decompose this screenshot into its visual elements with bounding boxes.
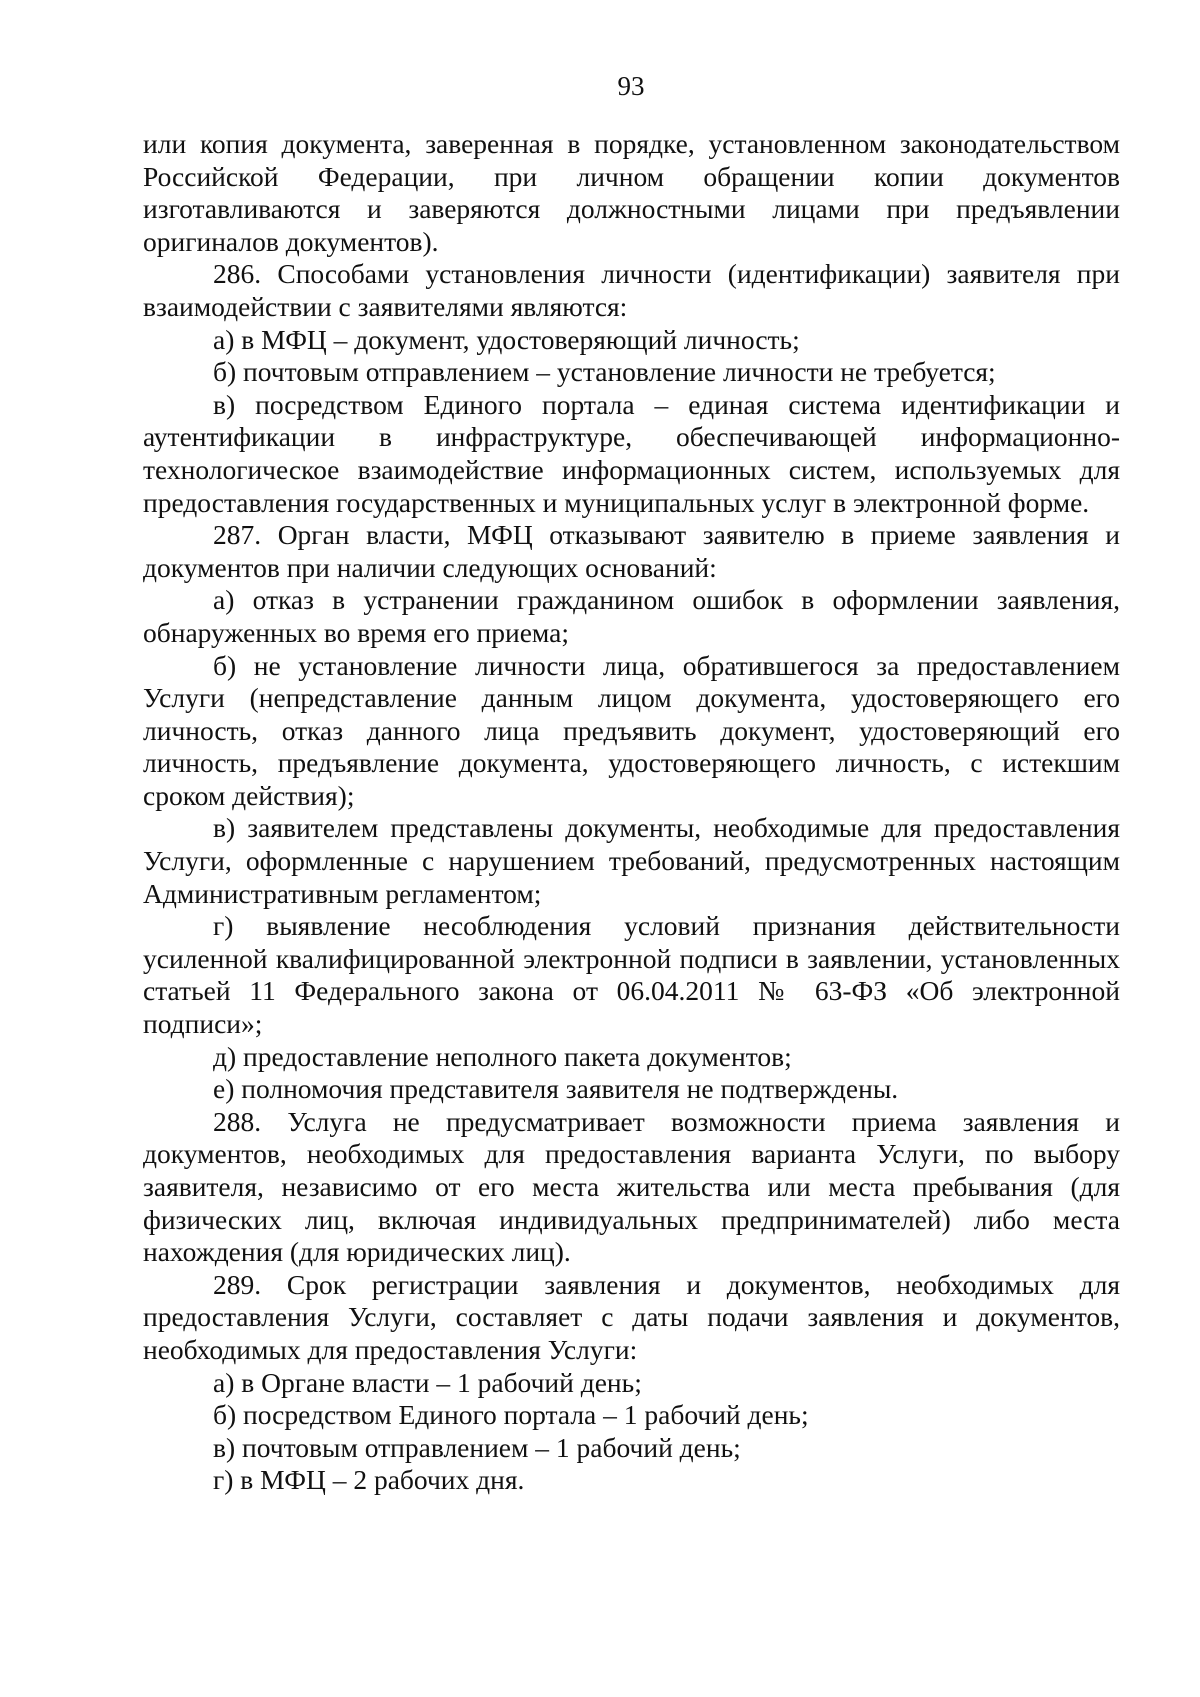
paragraph-287-item-g: г) выявление несоблюдения условий признания действительности усиленной квалифицированной электронной подписи в заявлении, установленных статьей 11 Федерального закона от 06.04.2011 № 63-ФЗ «Об электронной подписи»;	[143, 910, 1120, 1040]
paragraph-287-item-b: б) не установление личности лица, обратившегося за предоставлением Услуги (непредставление данным лицом документа, удостоверяющего его личность, отказ данного лица предъявить документ, удостоверяющий его личность, предъявление документа, удостоверяющего личность, с истекшим сроком действия);	[143, 649, 1120, 811]
page-number: 93	[617, 71, 645, 101]
paragraph-289-item-b: б) посредством Единого портала – 1 рабочий день;	[213, 1399, 809, 1431]
paragraph-286-item-a: а) в МФЦ – документ, удостоверяющий личность;	[213, 323, 800, 355]
paragraph-287-item-e: е) полномочия представителя заявителя не подтверждены.	[213, 1073, 899, 1105]
paragraph-289-item-g: г) в МФЦ – 2 рабочих дня.	[213, 1464, 525, 1496]
paragraph-continuation: или копия документа, заверенная в порядке, установленном законодательством Российской Федерации, при личном обращении копии документов изготавливаются и заверяются должностными лицами при предъявлении оригиналов документов).	[143, 128, 1120, 257]
paragraph-287: 287. Орган власти, МФЦ отказывают заявителю в приеме заявления и документов при наличии следующих оснований:	[143, 519, 1120, 583]
paragraph-288: 288. Услуга не предусматривает возможности приема заявления и документов, необходимых для предоставления варианта Услуги, по выбору заявителя, независимо от его места жительства или места пребывания (для физических лиц, включая индивидуальных предпринимателей) либо места нахождения (для юридических лиц).	[143, 1105, 1120, 1268]
paragraph-287-item-a: а) отказ в устранении гражданином ошибок в оформлении заявления, обнаруженных во время его приема;	[143, 584, 1120, 648]
paragraph-289-item-v: в) почтовым отправлением – 1 рабочий день;	[213, 1431, 741, 1463]
paragraph-286-item-b: б) почтовым отправлением – установление личности не требуется;	[213, 356, 996, 388]
document-body	[143, 128, 1120, 1497]
paragraph-286: 286. Способами установления личности (идентификации) заявителя при взаимодействии с заявителями являются:	[143, 258, 1120, 322]
paragraph-289-item-a: а) в Органе власти – 1 рабочий день;	[213, 1366, 642, 1398]
paragraph-287-item-v: в) заявителем представлены документы, необходимые для предоставления Услуги, оформленные с нарушением требований, предусмотренных настоящим Административным регламентом;	[143, 812, 1120, 909]
paragraph-287-item-d: д) предоставление неполного пакета документов;	[213, 1040, 792, 1072]
paragraph-286-item-v: в) посредством Единого портала – единая система идентификации и аутентификации в инфраструктуре, обеспечивающей информационно-технологическое взаимодействие информационных систем, используемых для предоставления государственных и муниципальных услуг в электронной форме.	[143, 388, 1120, 518]
paragraph-289: 289. Срок регистрации заявления и документов, необходимых для предоставления Услуги, составляет с даты подачи заявления и документов, необходимых для предоставления Услуги:	[143, 1268, 1120, 1365]
